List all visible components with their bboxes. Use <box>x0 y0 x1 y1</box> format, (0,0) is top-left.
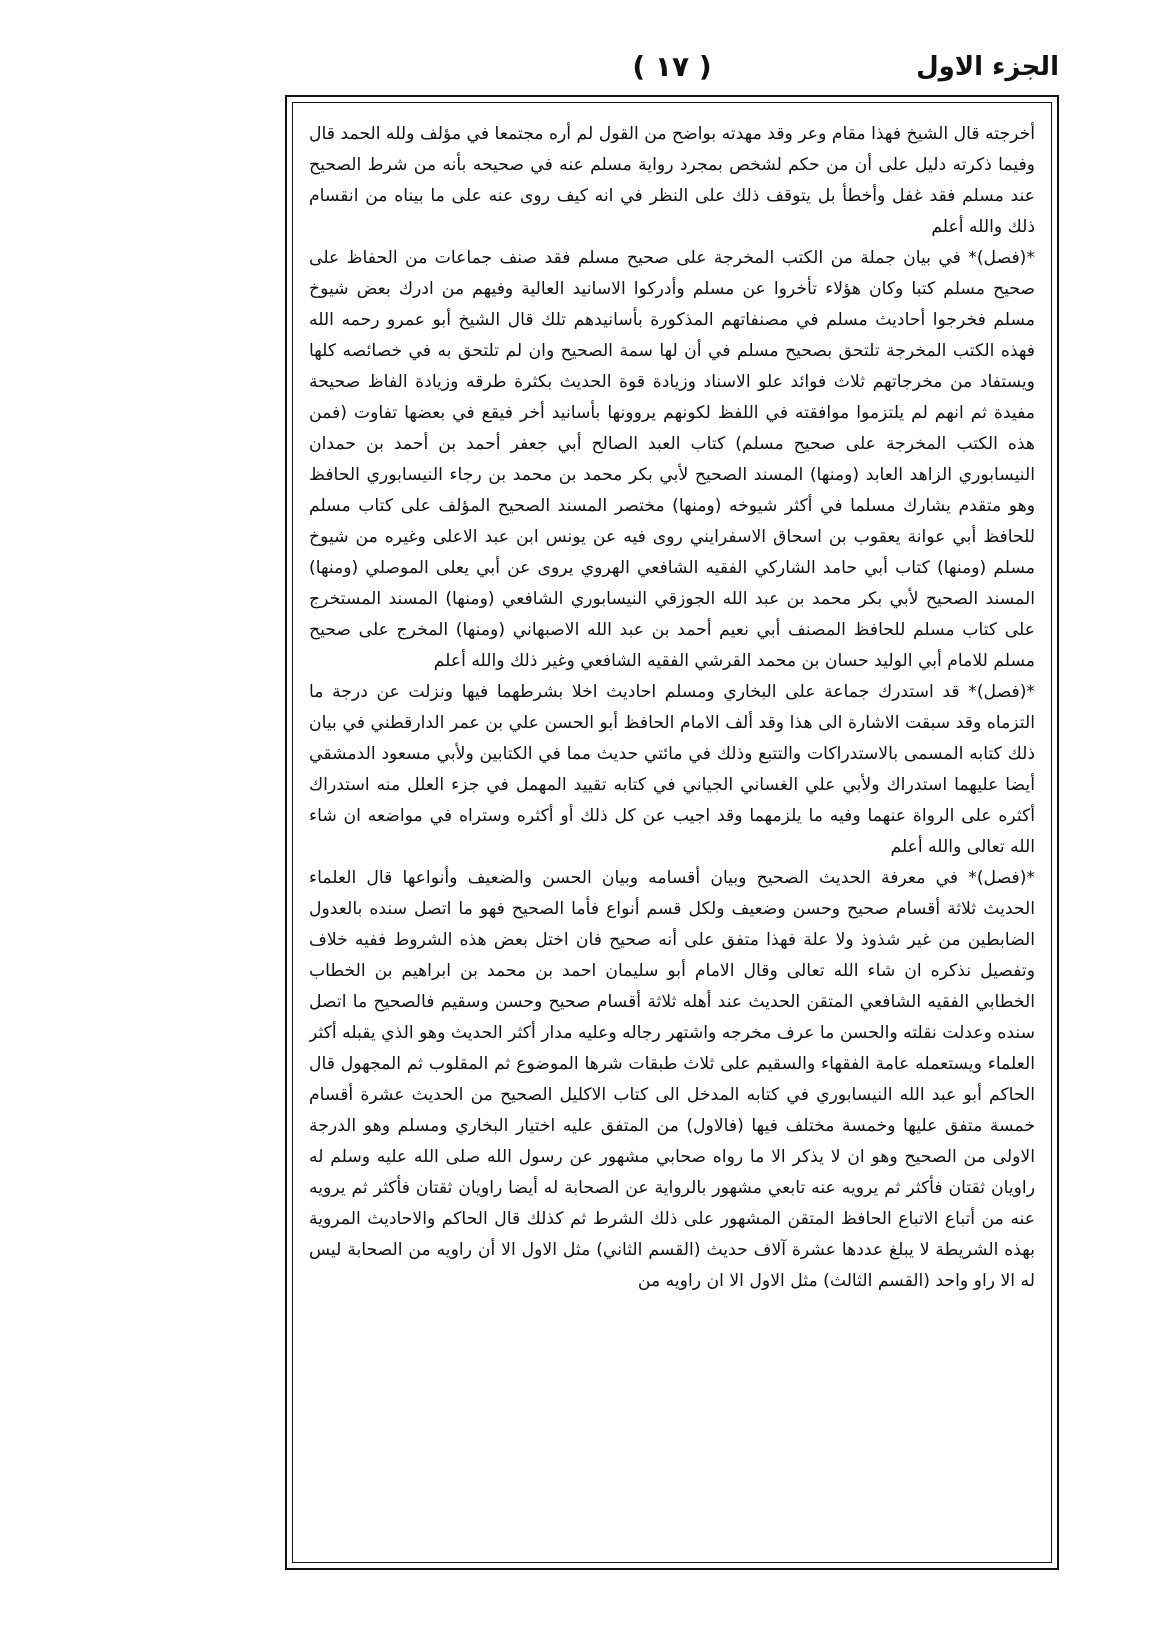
paragraph: أخرجته قال الشيخ فهذا مقام وعر وقد مهدته بواضح من القول لم أره مجتمعا في مؤلف ولله الحمد قال وفيما ذكرته دليل على أن من حكم لشخص بمجرد رواية مسلم عنه في صحيحه بأنه من شرط الصحيح عند مسلم فقد غفل وأخطأ بل يتوقف ذلك على النظر في انه كيف روى عنه على ما بيناه من انقسام ذلك والله أعلم <box>309 124 1035 237</box>
paragraph: *(فصل)* في بيان جملة من الكتب المخرجة على صحيح مسلم فقد صنف جماعات من الحفاظ على صحيح مسلم كتبا وكان هؤلاء تأخروا عن مسلم وأدركوا الاسانيد العالية وفيهم من ادرك بعض شيوخ مسلم فخرجوا أحاديث مسلم في مصنفاتهم المذكورة بأسانيدهم تلك قال الشيخ أبو عمرو رحمه الله فهذه الكتب المخرجة تلتحق بصحيح مسلم في أن لها سمة الصحيح وان لم تلتحق به في خصائصه كلها ويستفاد من مخرجاتهم ثلاث فوائد علو الاسناد وزيادة قوة الحديث بكثرة طرقه وزيادة الفاظ صحيحة مفيدة ثم انهم لم يلتزموا موافقته في اللفظ لكونهم يروونها بأسانيد أخر فيقع في بعضها تفاوت (فمن هذه الكتب المخرجة على صحيح مسلم) كتاب العبد الصالح أبي جعفر أحمد بن أحمد بن حمدان النيسابوري الزاهد العابد (ومنها) المسند الصحيح لأبي بكر محمد بن محمد بن رجاء النيسابوري الحافظ وهو متقدم يشارك مسلما في أكثر شيوخه (ومنها) مختصر المسند الصحيح المؤلف على كتاب مسلم للحافظ أبي عوانة يعقوب بن اسحاق الاسفرايني روى فيه عن يونس ابن عبد الاعلى وغيره من شيوخ مسلم (ومنها) كتاب أبي حامد الشاركي الفقيه الشافعي الهروي يروى عن أبي يعلى الموصلي (ومنها) المسند الصحيح لأبي بكر محمد بن عبد الله الجوزقي النيسابوري الشافعي (ومنها) المسند المستخرج على كتاب مسلم للحافظ المصنف أبي نعيم أحمد بن عبد الله الاصبهاني (ومنها) المخرج على صحيح مسلم للامام أبي الوليد حسان بن محمد القرشي الفقيه الشافعي وغير ذلك والله أعلم <box>309 248 1035 671</box>
paragraph: *(فصل)* قد استدرك جماعة على البخاري ومسلم احاديث اخلا بشرطهما فيها ونزلت عن درجة ما التزماه وقد سبقت الاشارة الى هذا وقد ألف الامام الحافظ أبو الحسن علي بن عمر الدارقطني في بيان ذلك كتابه المسمى بالاستدراكات والتتبع وذلك في مائتي حديث مما في الكتابين ولأبي مسعود الدمشقي أيضا عليهما استدراك ولأبي علي الغساني الجياني في كتابه تقييد المهمل في جزء العلل منه استدراك أكثره على الرواة عنهما وفيه ما يلزمهما وقد اجيب عن كل ذلك أو أكثره وستراه في مواضعه ان شاء الله تعالى والله أعلم <box>309 682 1035 857</box>
body-text <box>309 119 1035 1556</box>
page-number: ( ١٧ ) <box>632 50 712 83</box>
paragraph: *(فصل)* في معرفة الحديث الصحيح وبيان أقسامه وبيان الحسن والضعيف وأنواعها قال العلماء الحديث ثلاثة أقسام صحيح وحسن وضعيف ولكل قسم أنواع فأما الصحيح فهو ما اتصل سنده بالعدول الضابطين من غير شذوذ ولا علة فهذا متفق على أنه صحيح فان اختل بعض هذه الشروط ففيه خلاف وتفصيل نذكره ان شاء الله تعالى وقال الامام أبو سليمان احمد بن محمد بن ابراهيم بن الخطاب الخطابي الفقيه الشافعي المتقن الحديث عند أهله ثلاثة أقسام صحيح وحسن وسقيم فالصحيح ما اتصل سنده وعدلت نقلته والحسن ما عرف مخرجه واشتهر رجاله وعليه مدار أكثر الحديث وهو الذي يقبله أكثر العلماء ويستعمله عامة الفقهاء والسقيم على ثلاث طبقات شرها الموضوع ثم المقلوب ثم المجهول قال الحاكم أبو عبد الله النيسابوري في كتابه المدخل الى كتاب الاكليل الصحيح من الحديث عشرة أقسام خمسة متفق عليها وخمسة مختلف فيها (فالاول) من المتفق عليه اختيار البخاري ومسلم وهو الدرجة الاولى من الصحيح وهو ان لا يذكر الا ما رواه صحابي مشهور عن رسول الله صلى الله عليه وسلم له راويان ثقتان فأكثر ثم يرويه عنه تابعي مشهور بالرواية عن الصحابة له أيضا راويان ثقتان فأكثر ثم يرويه عنه من أتباع الاتباع الحافظ المتقن المشهور على ذلك الشرط ثم كذلك قال الحاكم والاحاديث المروية بهذه الشريطة لا يبلغ عددها عشرة آلاف حديث (القسم الثاني) مثل الاول الا أن راويه من الصحابة ليس له الا راو واحد (القسم الثالث) مثل الاول الا ان راويه من <box>309 868 1035 1291</box>
part-title: الجزء الاول <box>916 52 1059 82</box>
page-header <box>285 40 1059 100</box>
text-frame <box>285 95 1059 1570</box>
